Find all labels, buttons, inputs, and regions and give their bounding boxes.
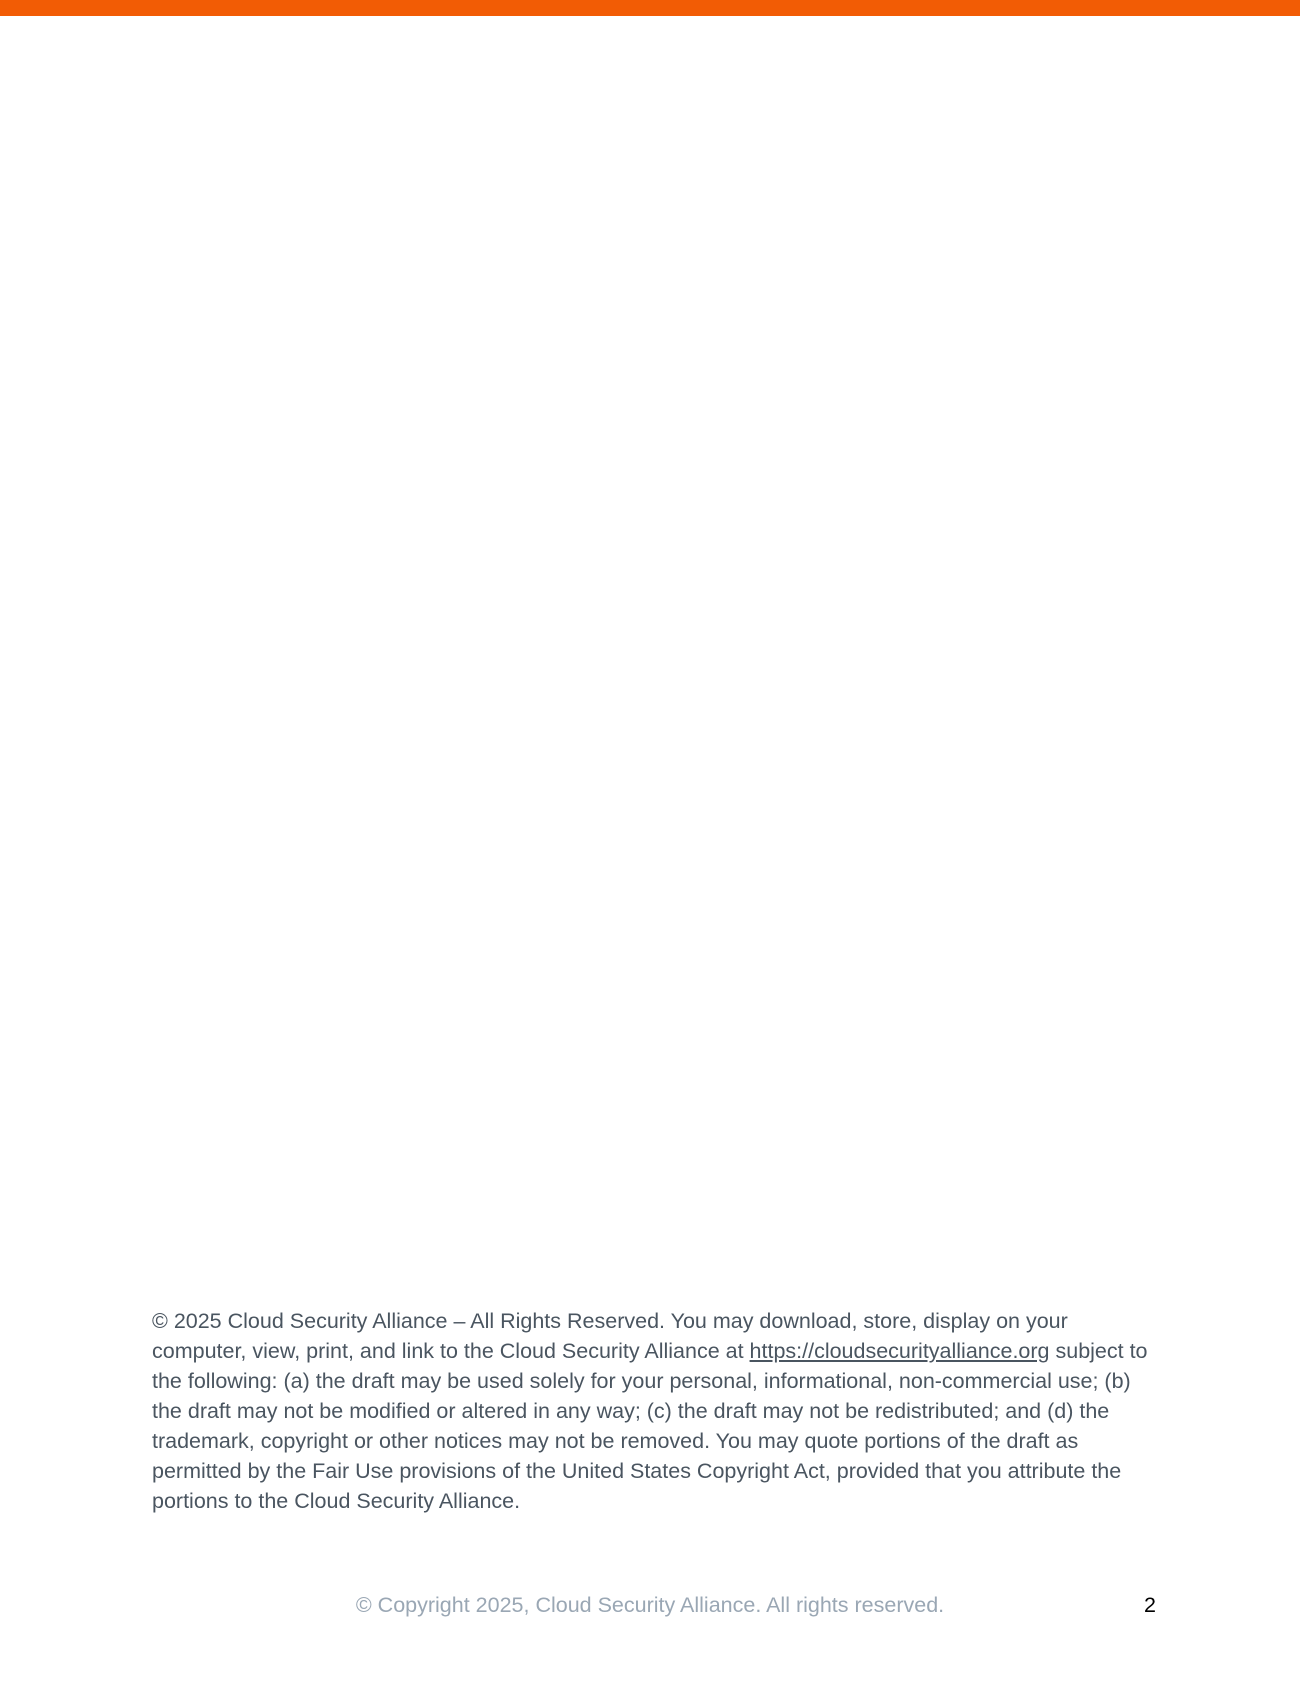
footer-copyright: © Copyright 2025, Cloud Security Alliance. All rights reserved. bbox=[355, 1593, 945, 1617]
page-footer bbox=[0, 1590, 1300, 1622]
notice-text-after-link: subject to the following: (a) the draft may be used solely for your personal, informational, non-commercial use; (b) the draft may not be modified or altered in any way; (c) the draft may not be redistributed; and (d) the trademark, copyright or other notices may not be removed. You may quote portions of the draft as permitted by the Fair Use provisions of the United States Copyright Act, provided that you attribute the portions to the Cloud Security Alliance. bbox=[152, 1339, 1148, 1513]
page-number: 2 bbox=[1144, 1593, 1156, 1617]
notice-text-before-link: © 2025 Cloud Security Alliance – All Rights Reserved. You may download, store, display on your computer, view, print, and link to the Cloud Security Alliance at bbox=[152, 1309, 1068, 1363]
top-accent-bar bbox=[0, 0, 1300, 16]
copyright-notice bbox=[152, 1306, 1162, 1516]
csa-website-link[interactable]: https://cloudsecurityalliance.org bbox=[749, 1339, 1050, 1363]
